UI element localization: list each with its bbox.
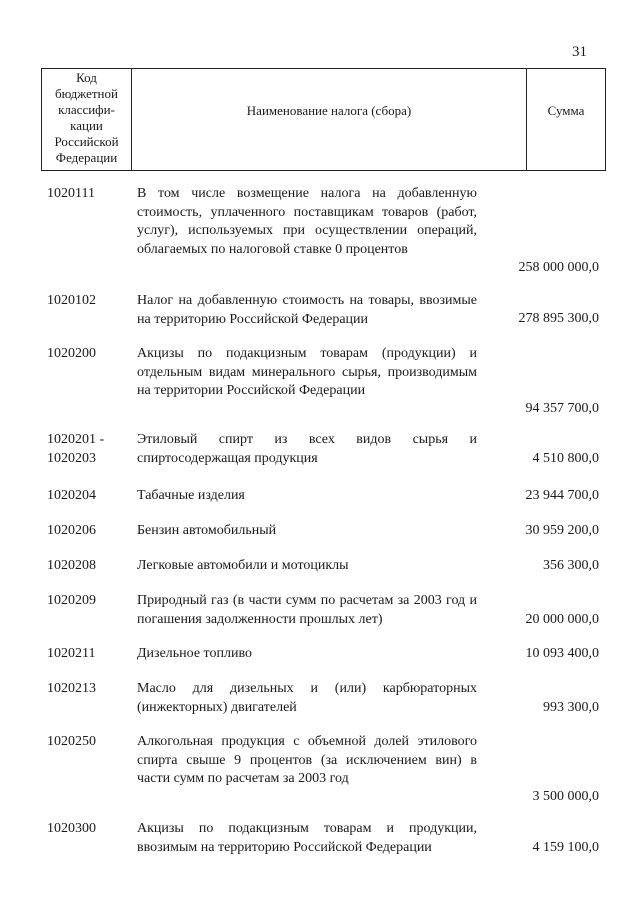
- row-name: Бензин автомобильный: [137, 523, 277, 538]
- row-code: 1020200: [47, 346, 96, 361]
- table-row: [0, 292, 640, 328]
- row-name: Этиловый спирт из всех видов сырья и спиртосодержащая продукция: [137, 432, 477, 466]
- table-row: [0, 592, 640, 629]
- header-name: Наименование налога (сбора): [132, 69, 527, 170]
- table-row: [0, 733, 640, 806]
- row-code: 1020209: [47, 593, 96, 608]
- row-amount: 30 959 200,0: [525, 522, 599, 538]
- header-code: Код бюджетной классифи- кации Российской Федерации: [42, 69, 132, 170]
- table-row: [0, 557, 640, 575]
- table-row: [0, 645, 640, 663]
- row-code: 1020102: [47, 293, 96, 308]
- row-name: Акцизы по подакцизным товарам и продукции, ввозимым на территорию Российской Федерации: [137, 821, 477, 855]
- row-name: Табачные изделия: [137, 488, 245, 503]
- table-row: [0, 522, 640, 540]
- row-code: 1020250: [47, 734, 96, 749]
- table-row: [0, 185, 640, 277]
- table-row: [0, 345, 640, 418]
- row-code: 1020201 - 1020203: [47, 432, 105, 466]
- header-sum: Сумма: [547, 103, 585, 118]
- row-name: Легковые автомобили и мотоциклы: [137, 558, 349, 573]
- row-code: 1020300: [47, 821, 96, 836]
- row-code: 1020204: [47, 488, 96, 503]
- row-amount: 4 510 800,0: [532, 450, 599, 466]
- row-amount: 4 159 100,0: [532, 839, 599, 855]
- page-number: 31: [572, 44, 587, 60]
- row-amount: 3 500 000,0: [532, 788, 599, 804]
- row-amount: 94 357 700,0: [525, 400, 599, 416]
- table-row: [0, 487, 640, 505]
- row-code: 1020206: [47, 523, 96, 538]
- row-amount: 23 944 700,0: [525, 487, 599, 503]
- table-row: [0, 680, 640, 717]
- table-row: [0, 820, 640, 857]
- table-header: [41, 68, 606, 171]
- row-name: Природный газ (в части сумм по расчетам за 2003 год и погашения задолженности прошлых лет): [137, 593, 477, 627]
- row-code: 1020208: [47, 558, 96, 573]
- row-amount: 10 093 400,0: [525, 645, 599, 661]
- table-row: [0, 431, 640, 468]
- row-code: 1020213: [47, 681, 96, 696]
- row-name: В том числе возмещение налога на добавленную стоимость, уплаченного поставщикам товаров (работ, услуг), используемых при осуществлении операций, облагаемых по налоговой ставке 0 процентов: [137, 186, 477, 257]
- row-name: Акцизы по подакцизным товарам (продукции) и отдельным видам минерального сырья, производимым на территории Российской Федерации: [137, 346, 477, 398]
- row-name: Алкогольная продукция с объемной долей этилового спирта свыше 9 процентов (за исключением вин) в части сумм по расчетам за 2003 год: [137, 734, 477, 786]
- row-name: Дизельное топливо: [137, 646, 252, 661]
- row-name: Масло для дизельных и (или) карбюраторных (инжекторных) двигателей: [137, 681, 477, 715]
- row-amount: 356 300,0: [543, 557, 599, 573]
- row-code: 1020211: [47, 646, 96, 661]
- row-code: 1020111: [47, 186, 95, 201]
- row-name: Налог на добавленную стоимость на товары, ввозимые на территорию Российской Федерации: [137, 293, 477, 327]
- row-amount: 278 895 300,0: [518, 310, 599, 326]
- row-amount: 20 000 000,0: [525, 611, 599, 627]
- row-amount: 993 300,0: [543, 699, 599, 715]
- row-amount: 258 000 000,0: [518, 259, 599, 275]
